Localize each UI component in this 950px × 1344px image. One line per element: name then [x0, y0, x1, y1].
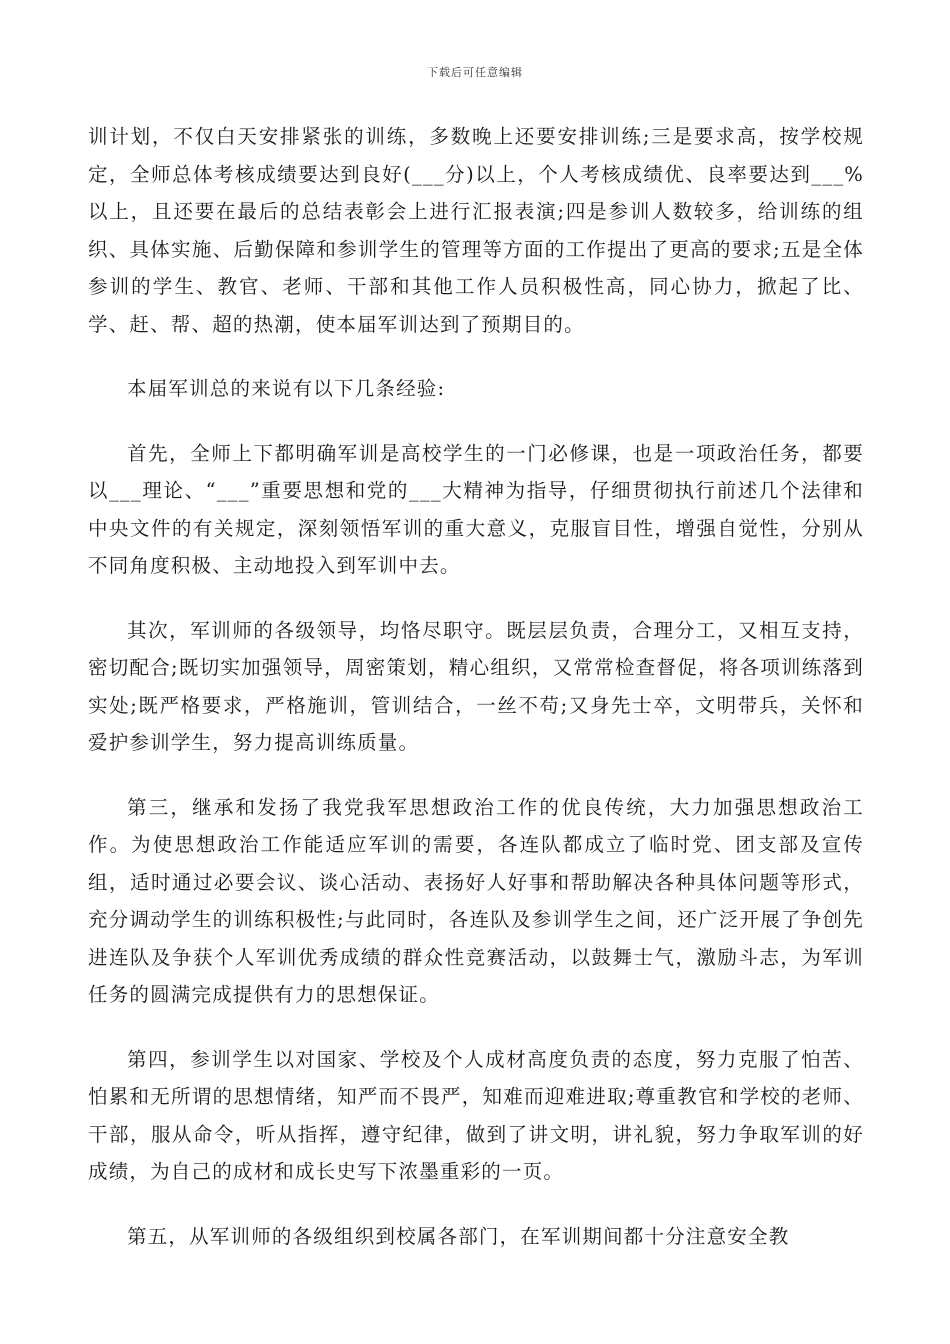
- page-header: 下载后可任意编辑: [427, 66, 523, 79]
- paragraph-2: 本届军训总的来说有以下几条经验:: [127, 377, 446, 400]
- paragraph-3: 首先，全师上下都明确军训是高校学生的一门必修课，也是一项政治任务，都要以___理论、“___”重要思想和党的___大精神为指导，仔细贯彻执行前述几个法律和中央文件的有关规定，深刻领悟军训的重大意义，克服盲目性，增强自觉性，分别从不同角度积极、主动地投入到军训中去。: [88, 441, 864, 577]
- paragraph-1: 训计划，不仅白天安排紧张的训练，多数晚上还要安排训练;三是要求高，按学校规定，全师总体考核成绩要达到良好(___分)以上，个人考核成绩优、良率要达到___%以上，且还要在最后的总结表彰会上进行汇报表演;四是参训人数较多，给训练的组织、具体实施、后勤保障和参训学生的管理等方面的工作提出了更高的要求;五是全体参训的学生、教官、老师、干部和其他工作人员积极性高，同心协力，掀起了比、学、赶、帮、超的热潮，使本届军训达到了预期目的。: [88, 125, 864, 336]
- paragraph-7: 第五，从军训师的各级组织到校属各部门，在军训期间都十分注意安全教: [127, 1224, 790, 1248]
- paragraph-4: 其次，军训师的各级领导，均恪尽职守。既层层负责，合理分工，又相互支持，密切配合;既切实加强领导，周密策划，精心组织，又常常检查督促，将各项训练落到实处;既严格要求，严格施训，管训结合，一丝不苟;又身先士卒，文明带兵，关怀和爱护参训学生，努力提高训练质量。: [88, 618, 864, 754]
- document-body: [88, 118, 864, 1282]
- paragraph-6: 第四，参训学生以对国家、学校及个人成材高度负责的态度，努力克服了怕苦、怕累和无所谓的思想情绪，知严而不畏严，知难而迎难进取;尊重教官和学校的老师、干部，服从命令，听从指挥，遵守纪律，做到了讲文明，讲礼貌，努力争取军训的好成绩，为自己的成材和成长史写下浓墨重彩的一页。: [88, 1047, 864, 1183]
- paragraph-5: 第三，继承和发扬了我党我军思想政治工作的优良传统，大力加强思想政治工作。为使思想政治工作能适应军训的需要，各连队都成立了临时党、团支部及宣传组，适时通过必要会议、谈心活动、表扬好人好事和帮助解决各种具体问题等形式，充分调动学生的训练积极性;与此同时，各连队及参训学生之间，还广泛开展了争创先进连队及争获个人军训优秀成绩的群众性竞赛活动，以鼓舞士气，激励斗志，为军训任务的圆满完成提供有力的思想保证。: [88, 795, 864, 1006]
